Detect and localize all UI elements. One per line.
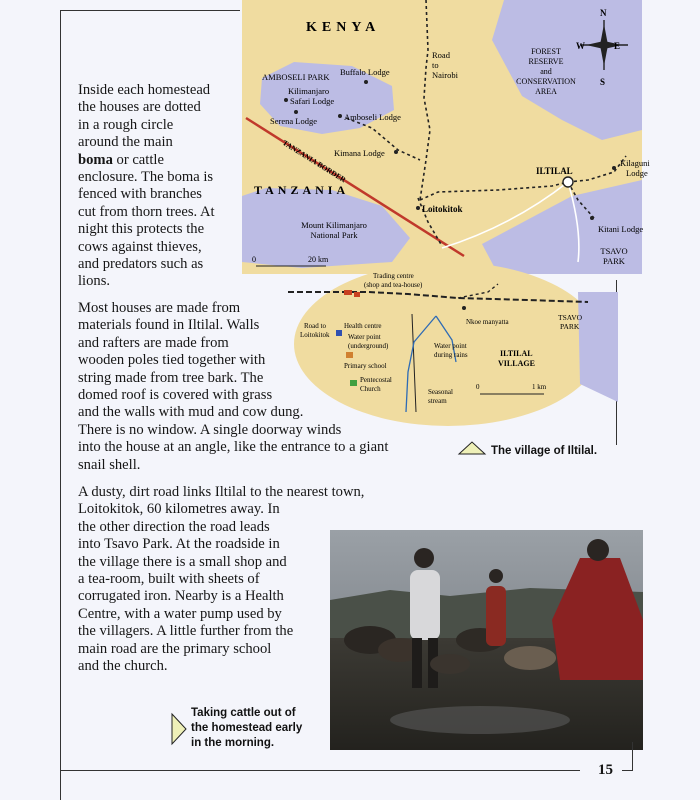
left-margin-rule xyxy=(60,10,61,800)
serena-lodge-dot xyxy=(294,110,298,114)
text-line: main road are the primary school xyxy=(78,640,272,657)
forest-reserve-label-4: CONSERVATION xyxy=(516,77,576,86)
photo-caption-triangle xyxy=(170,712,188,746)
text-line: Inside each homestead xyxy=(78,82,211,98)
kimana-lodge-label: Kimana Lodge xyxy=(334,148,385,158)
text-line xyxy=(78,152,215,169)
church-label-1: Pentecostal xyxy=(360,376,392,384)
map-scale-zero: 0 xyxy=(252,255,256,264)
boma-term: boma xyxy=(78,151,113,168)
water-point-rains-2: during rains xyxy=(434,351,468,359)
inset-scale-zero: 0 xyxy=(476,383,480,391)
road-to-loitokitok-1: Road to xyxy=(304,322,326,330)
text-line: the village there is a small shop and xyxy=(78,553,287,570)
country-kenya: KENYA xyxy=(306,20,381,35)
safari-lodge-label-1: Kilimanjaro xyxy=(288,86,330,96)
nairobi-road-label-3: Nairobi xyxy=(432,70,458,80)
paragraph-road xyxy=(78,484,364,675)
loitokitok-label: Loitokitok xyxy=(422,204,463,214)
kitani-lodge-dot xyxy=(590,216,594,220)
text-line: Centre, with a water pump used by xyxy=(78,605,282,622)
amboseli-lodge-dot xyxy=(338,114,342,118)
village-label-1: ILTILAL xyxy=(500,349,533,358)
nairobi-road-label-1: Road xyxy=(432,50,450,60)
forest-reserve-label-1: FOREST xyxy=(531,47,561,56)
caption-line: the homestead early xyxy=(191,722,303,734)
map-caption: The village of Iltilal. xyxy=(491,445,598,457)
safari-lodge-dot xyxy=(284,98,288,102)
text-line: into the house at an angle, like the entrance to a giant xyxy=(78,439,389,456)
caption-line: in the morning. xyxy=(191,737,275,749)
text-line: lions. xyxy=(78,273,111,290)
tsavo-park-label-2: PARK xyxy=(603,256,625,266)
loitokitok-dot xyxy=(416,206,420,210)
text-line: string made from tree bark. The xyxy=(78,369,264,386)
text-line: A dusty, dirt road links Iltilal to the nearest town, xyxy=(78,484,365,500)
page-number: 15 xyxy=(598,762,613,778)
forest-reserve-label-3: and xyxy=(540,67,552,76)
nairobi-road-label-2: to xyxy=(432,60,439,70)
text-line: into Tsavo Park. At the roadside in xyxy=(78,536,280,553)
text-line: and the walls with mud and cow dung. xyxy=(78,404,304,421)
serena-lodge-label: Serena Lodge xyxy=(270,116,317,126)
kitani-lodge-label: Kitani Lodge xyxy=(598,224,644,234)
buffalo-lodge-dot xyxy=(364,80,368,84)
text-line: wooden poles tied together with xyxy=(78,352,266,369)
text-line: Loitokitok, 60 kilometres away. In xyxy=(78,501,280,518)
inset-tsavo-label-1: TSAVO xyxy=(558,313,583,322)
compass-e: E xyxy=(614,41,621,51)
text-line: enclosure. The boma is xyxy=(78,169,214,186)
paragraph-houses xyxy=(78,300,388,474)
text-line: cut from thorn trees. At xyxy=(78,203,215,220)
photo-caption xyxy=(191,706,302,751)
seasonal-stream-label-1: Seasonal xyxy=(428,388,453,396)
village-label-2: VILLAGE xyxy=(498,359,535,368)
kilaguni-label-1: Kilaguni xyxy=(620,158,650,168)
text-line: cows against thieves, xyxy=(78,238,202,255)
water-point-underground-1: Water point xyxy=(348,333,381,341)
safari-lodge-label-2: Safari Lodge xyxy=(290,96,335,106)
caption-line: Taking cattle out of xyxy=(191,707,296,719)
kilimanjaro-park-label-2: National Park xyxy=(310,230,358,240)
page-number-bracket xyxy=(622,742,633,771)
text-line: and predators such as xyxy=(78,256,204,273)
text-line: corrugated iron. Nearby is a Health xyxy=(78,588,284,605)
health-centre-label: Health centre xyxy=(344,322,382,330)
text-line: night this protects the xyxy=(78,221,205,238)
inset-tsavo-label-2: PARK xyxy=(560,322,580,331)
map-scale-label: 20 km xyxy=(308,255,329,264)
paragraph-homestead xyxy=(78,82,215,291)
church-label-2: Church xyxy=(360,385,381,393)
kilaguni-lodge-dot xyxy=(612,166,616,170)
text-line: fenced with branches xyxy=(78,186,202,203)
trading-centre-label-2: (shop and tea-house) xyxy=(364,281,423,289)
buffalo-lodge-label: Buffalo Lodge xyxy=(340,67,390,77)
kimana-lodge-dot xyxy=(394,150,398,154)
country-tanzania: TANZANIA xyxy=(254,183,350,197)
text-line: materials found in Iltilal. Walls xyxy=(78,317,260,334)
compass-n: N xyxy=(600,8,607,18)
primary-school-label: Primary school xyxy=(344,362,387,370)
trading-centre-marker xyxy=(344,290,352,295)
compass-s: S xyxy=(600,77,606,87)
text-line: and the church. xyxy=(78,658,168,675)
cattle-photo xyxy=(330,530,643,750)
text-line: domed roof is covered with grass xyxy=(78,387,273,404)
seasonal-stream-label-2: stream xyxy=(428,397,447,405)
amboseli-lodge-label: Amboseli Lodge xyxy=(344,112,401,122)
tsavo-park-label-1: TSAVO xyxy=(600,246,628,256)
text-line: around the main xyxy=(78,134,173,151)
region-map xyxy=(242,0,650,274)
manyatta-dot xyxy=(462,306,466,310)
map-caption-triangle xyxy=(457,440,487,456)
forest-reserve-label-2: RESERVE xyxy=(528,57,564,66)
kilimanjaro-park-label-1: Mount Kilimanjaro xyxy=(301,220,367,230)
text-line: the houses are dotted xyxy=(78,99,201,116)
inset-park-area xyxy=(578,292,618,402)
trading-centre-marker-2 xyxy=(354,292,360,297)
text-line: a tea-room, built with sheets of xyxy=(78,571,260,588)
text-line-rest: or cattle xyxy=(112,151,164,168)
text-line: and rafters are made from xyxy=(78,334,229,351)
text-line: the other direction the road leads xyxy=(78,518,270,535)
text-line: There is no window. A single doorway winds xyxy=(78,421,342,438)
inset-scale-label: 1 km xyxy=(532,383,547,391)
amboseli-park-label: AMBOSELI PARK xyxy=(262,72,330,82)
kilaguni-label-2: Lodge xyxy=(626,168,648,178)
border-label: TANZANIA BORDER xyxy=(280,138,348,185)
water-point-underground-2: (underground) xyxy=(348,342,389,350)
bottom-rule xyxy=(60,770,580,771)
text-line: Most houses are made from xyxy=(78,300,241,316)
road-to-loitokitok-2: Loitokitok xyxy=(300,331,330,339)
text-line: snail shell. xyxy=(78,456,141,473)
iltilal-label: ILTILAL xyxy=(536,166,573,176)
manyatta-label: Nkoe manyatta xyxy=(466,318,509,326)
compass-w: W xyxy=(576,41,585,51)
text-line: in a rough circle xyxy=(78,116,174,133)
top-rule xyxy=(60,10,240,11)
iltilal-marker xyxy=(563,177,573,187)
water-point-rains-1: Water point xyxy=(434,342,467,350)
text-line: the villagers. A little further from the xyxy=(78,623,294,640)
forest-reserve-label-5: AREA xyxy=(535,87,557,96)
trading-centre-label-1: Trading centre xyxy=(373,272,414,280)
